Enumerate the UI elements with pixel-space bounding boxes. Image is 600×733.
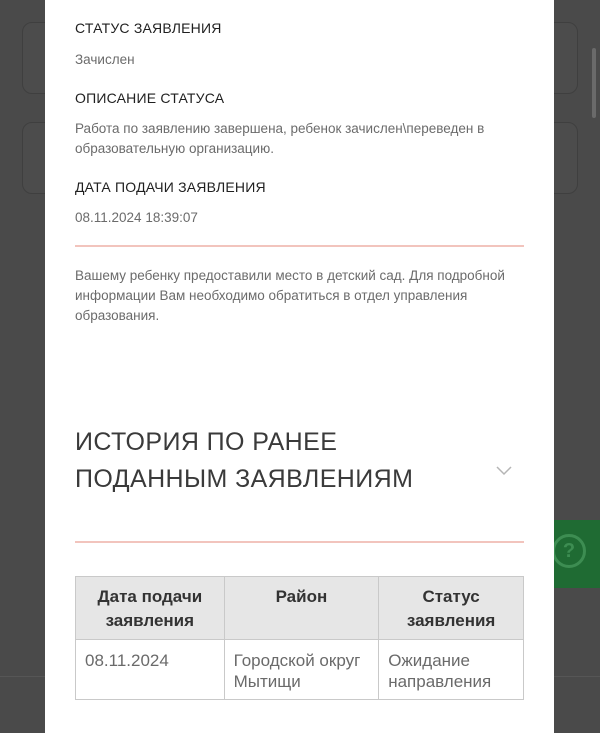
cell-date: 08.11.2024 [76,640,225,700]
cell-district: Городской округ Мытищи [224,640,379,700]
cell-status: Ожидание направления [379,640,524,700]
status-value: Зачислен [75,52,135,67]
table-row [76,640,524,700]
status-label: СТАТУС ЗАЯВЛЕНИЯ [75,20,222,36]
history-accordion[interactable] [75,424,524,542]
submission-date-value: 08.11.2024 18:39:07 [75,210,198,225]
column-header-status: Статус заявления [379,577,524,640]
history-divider [75,541,524,543]
background-scrollbar[interactable] [592,48,596,118]
table-header-row [76,577,524,640]
section-divider [75,245,524,247]
placement-notice: Вашему ребенку предоставили место в детский сад. Для подробной информации Вам необходимо обратиться в отдел управления образования. [75,268,505,323]
column-header-district: Район [224,577,379,640]
application-details-modal [45,0,554,733]
support-chat-button[interactable] [548,520,600,588]
column-header-date: Дата подачи заявления [76,577,225,640]
status-description-label: ОПИСАНИЕ СТАТУСА [75,90,225,106]
chevron-down-icon[interactable] [496,466,512,476]
history-title: ИСТОРИЯ ПО РАНЕЕ ПОДАННЫМ ЗАЯВЛЕНИЯМ [75,428,414,493]
history-table [75,576,524,700]
question-icon: ? [552,534,586,568]
submission-date-label: ДАТА ПОДАЧИ ЗАЯВЛЕНИЯ [75,179,266,195]
status-description-value: Работа по заявлению завершена, ребенок зачислен\переведен в образовательную организацию. [75,121,485,156]
